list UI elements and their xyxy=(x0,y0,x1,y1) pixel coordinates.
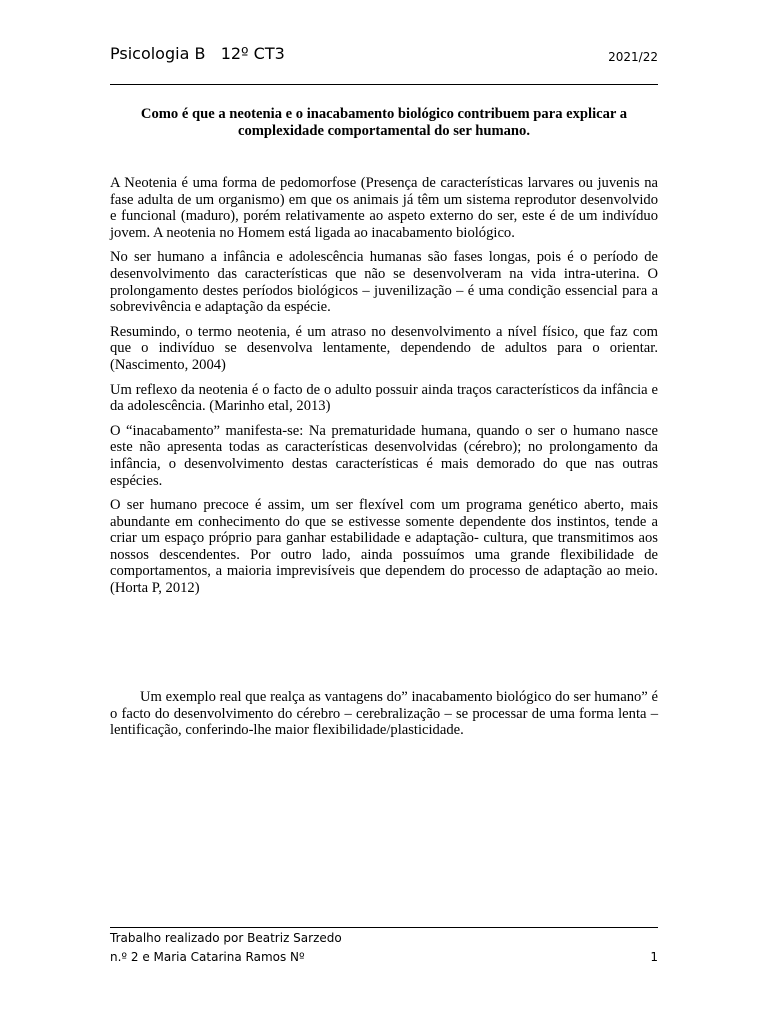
header-divider xyxy=(110,84,658,85)
paragraph-infancia: No ser humano a infância e adolescência humanas são fases longas, pois é o período de desenvolvimento das características que não se desenvolveram na vida intra-uterina. O prolongamento destes períodos biológicos – juvenilização – é uma condição essencial para a sobrevivência e adaptação da espécie. xyxy=(110,249,658,316)
paragraph-exemplo-real: Um exemplo real que realça as vantagens do” inacabamento biológico do ser humano” é o facto do desenvolvimento do cérebro – cerebralização – se processar de uma forma lenta – lentificação, conferindo-lhe maior flexibilidade/plasticidade. xyxy=(110,689,658,739)
page-footer xyxy=(110,929,410,967)
document-title: Como é que a neotenia e o inacabamento biológico contribuem para explicar a complexidade comportamental do ser humano. xyxy=(140,106,628,139)
paragraph-ser-humano-precoce: O ser humano precoce é assim, um ser flexível com um programa genético aberto, mais abundante em conhecimento do que se estivesse somente dependente dos instintos, tende a criar um espaço próprio para ganhar estabilidade e adaptação- cultura, que transmitimos aos nossos descendentes. Por outro lado, ainda possuímos uma grande flexibilidade de comportamentos, a maioria imprevisíveis que dependem do processo de adaptação ao meio. (Horta P, 2012) xyxy=(110,497,658,597)
footer-divider xyxy=(110,927,658,928)
page-number: 1 xyxy=(650,950,658,964)
document-body xyxy=(110,175,658,605)
header-title: Psicologia B 12º CT3 xyxy=(110,44,285,63)
paragraph-neotenia-definition: A Neotenia é uma forma de pedomorfose (Presença de características larvares ou juvenis na fase adulta de um organismo) em que os animais já têm um sistema reprodutor desenvolvido e funcional (maduro), porém relativamente ao aspeto externo do ser, este é de um indivíduo jovem. A neotenia no Homem está ligada ao inacabamento biológico. xyxy=(110,175,658,241)
paragraph-resumindo: Resumindo, o termo neotenia, é um atraso no desenvolvimento a nível físico, que faz com que o indivíduo se desenvolva lentamente, dependendo de adultos para o orientar. (Nascimento, 2004) xyxy=(110,323,658,373)
paragraph-reflexo: Um reflexo da neotenia é o facto de o adulto possuir ainda traços característicos da infância e da adolescência. (Marinho etal, 2013) xyxy=(110,381,658,415)
footer-line-1: Trabalho realizado por Beatriz Sarzedo xyxy=(110,931,342,945)
page-header xyxy=(110,44,658,72)
header-year: 2021/22 xyxy=(608,50,658,64)
paragraph-inacabamento: O “inacabamento” manifesta-se: Na prematuridade humana, quando o ser o humano nasce este não apresenta todas as características desenvolvidas (cérebro); no prolongamento da infância, o desenvolvimento destas características é mais demorado do que nas outras espécies. xyxy=(110,422,658,489)
footer-line-2: n.º 2 e Maria Catarina Ramos Nº xyxy=(110,950,305,964)
